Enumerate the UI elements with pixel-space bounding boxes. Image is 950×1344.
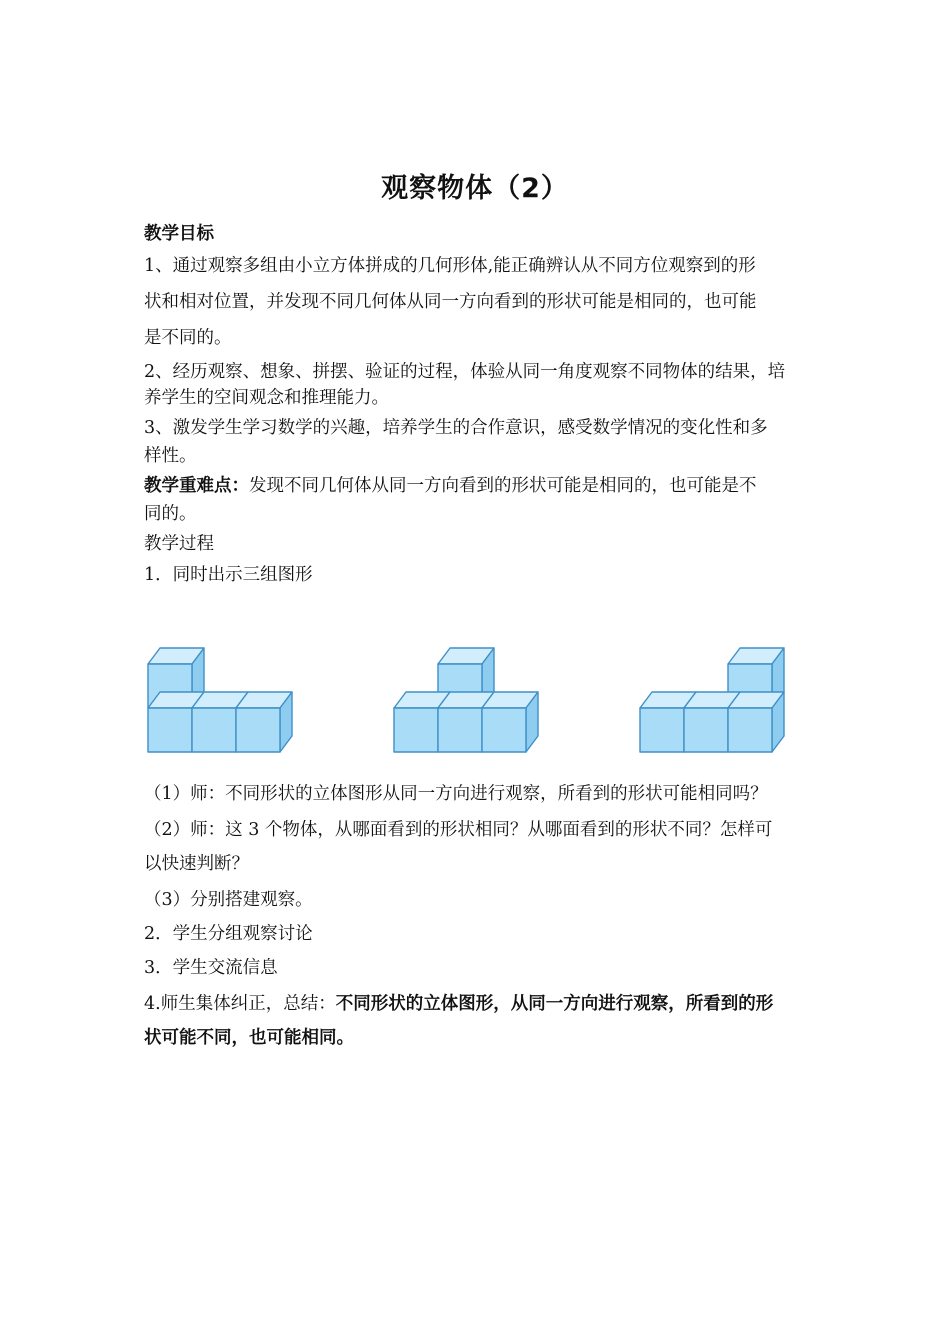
- cube-front-face: [394, 708, 438, 752]
- goal3-line1: 3、激发学生学习数学的兴趣，培养学生的合作意识，感受数学情况的变化性和多: [144, 418, 768, 438]
- step2-text: 2．学生分组观察讨论: [144, 924, 313, 944]
- keypoint-label: 教学重难点：: [144, 476, 249, 496]
- question2-line1: （2）师：这 3 个物体，从哪面看到的形状相同？从哪面看到的形状不同？怎样可: [144, 820, 773, 840]
- goal1-line2: 状和相对位置，并发现不同几何体从同一方向看到的形状可能是相同的，也可能: [144, 292, 757, 312]
- goal2-line2: 养学生的空间观念和推理能力。: [144, 388, 389, 408]
- page-title: 观察物体（2）: [381, 173, 569, 204]
- cube-front-face: [640, 708, 684, 752]
- cube-front-face: [482, 708, 526, 752]
- cube-front-face: [728, 708, 772, 752]
- cube-front-face: [684, 708, 728, 752]
- step4-bold-text: 不同形状的立体图形，从同一方向进行观察，所看到的形: [335, 994, 774, 1014]
- cube-front-face: [192, 708, 236, 752]
- step4-line2: 状可能不同，也可能相同。: [144, 1028, 354, 1048]
- question2-line2: 以快速判断？: [144, 854, 249, 874]
- step4-line1: [144, 992, 814, 1016]
- step4-prefix: 4.师生集体纠正，总结：: [144, 994, 336, 1014]
- keypoint-text: 发现不同几何体从同一方向看到的形状可能是相同的，也可能是不: [249, 476, 757, 496]
- keypoint-line1: [144, 474, 814, 498]
- goal1-line3: 是不同的。: [144, 328, 232, 348]
- goal1-line1: 1、通过观察多组由小立方体拼成的几何形体,能正确辨认从不同方位观察到的形: [144, 256, 756, 276]
- question3-text: （3）分别搭建观察。: [144, 890, 313, 910]
- cube-figures-group: [148, 648, 784, 752]
- cube-front-face: [148, 708, 192, 752]
- cube-front-face: [236, 708, 280, 752]
- step1-text: 1．同时出示三组图形: [144, 565, 313, 585]
- step3-text: 3．学生交流信息: [144, 958, 278, 978]
- goal3-line2: 样性。: [144, 446, 197, 466]
- process-heading: 教学过程: [144, 534, 214, 554]
- keypoint-line2: 同的。: [144, 504, 197, 524]
- cube-figures: [142, 602, 802, 762]
- cube-front-face: [438, 708, 482, 752]
- goals-heading: 教学目标: [144, 224, 214, 244]
- question1-text: （1）师：不同形状的立体图形从同一方向进行观察，所看到的形状可能相同吗？: [144, 784, 768, 804]
- goal2-line1: 2、经历观察、想象、拼摆、验证的过程，体验从同一角度观察不同物体的结果，培: [144, 362, 786, 382]
